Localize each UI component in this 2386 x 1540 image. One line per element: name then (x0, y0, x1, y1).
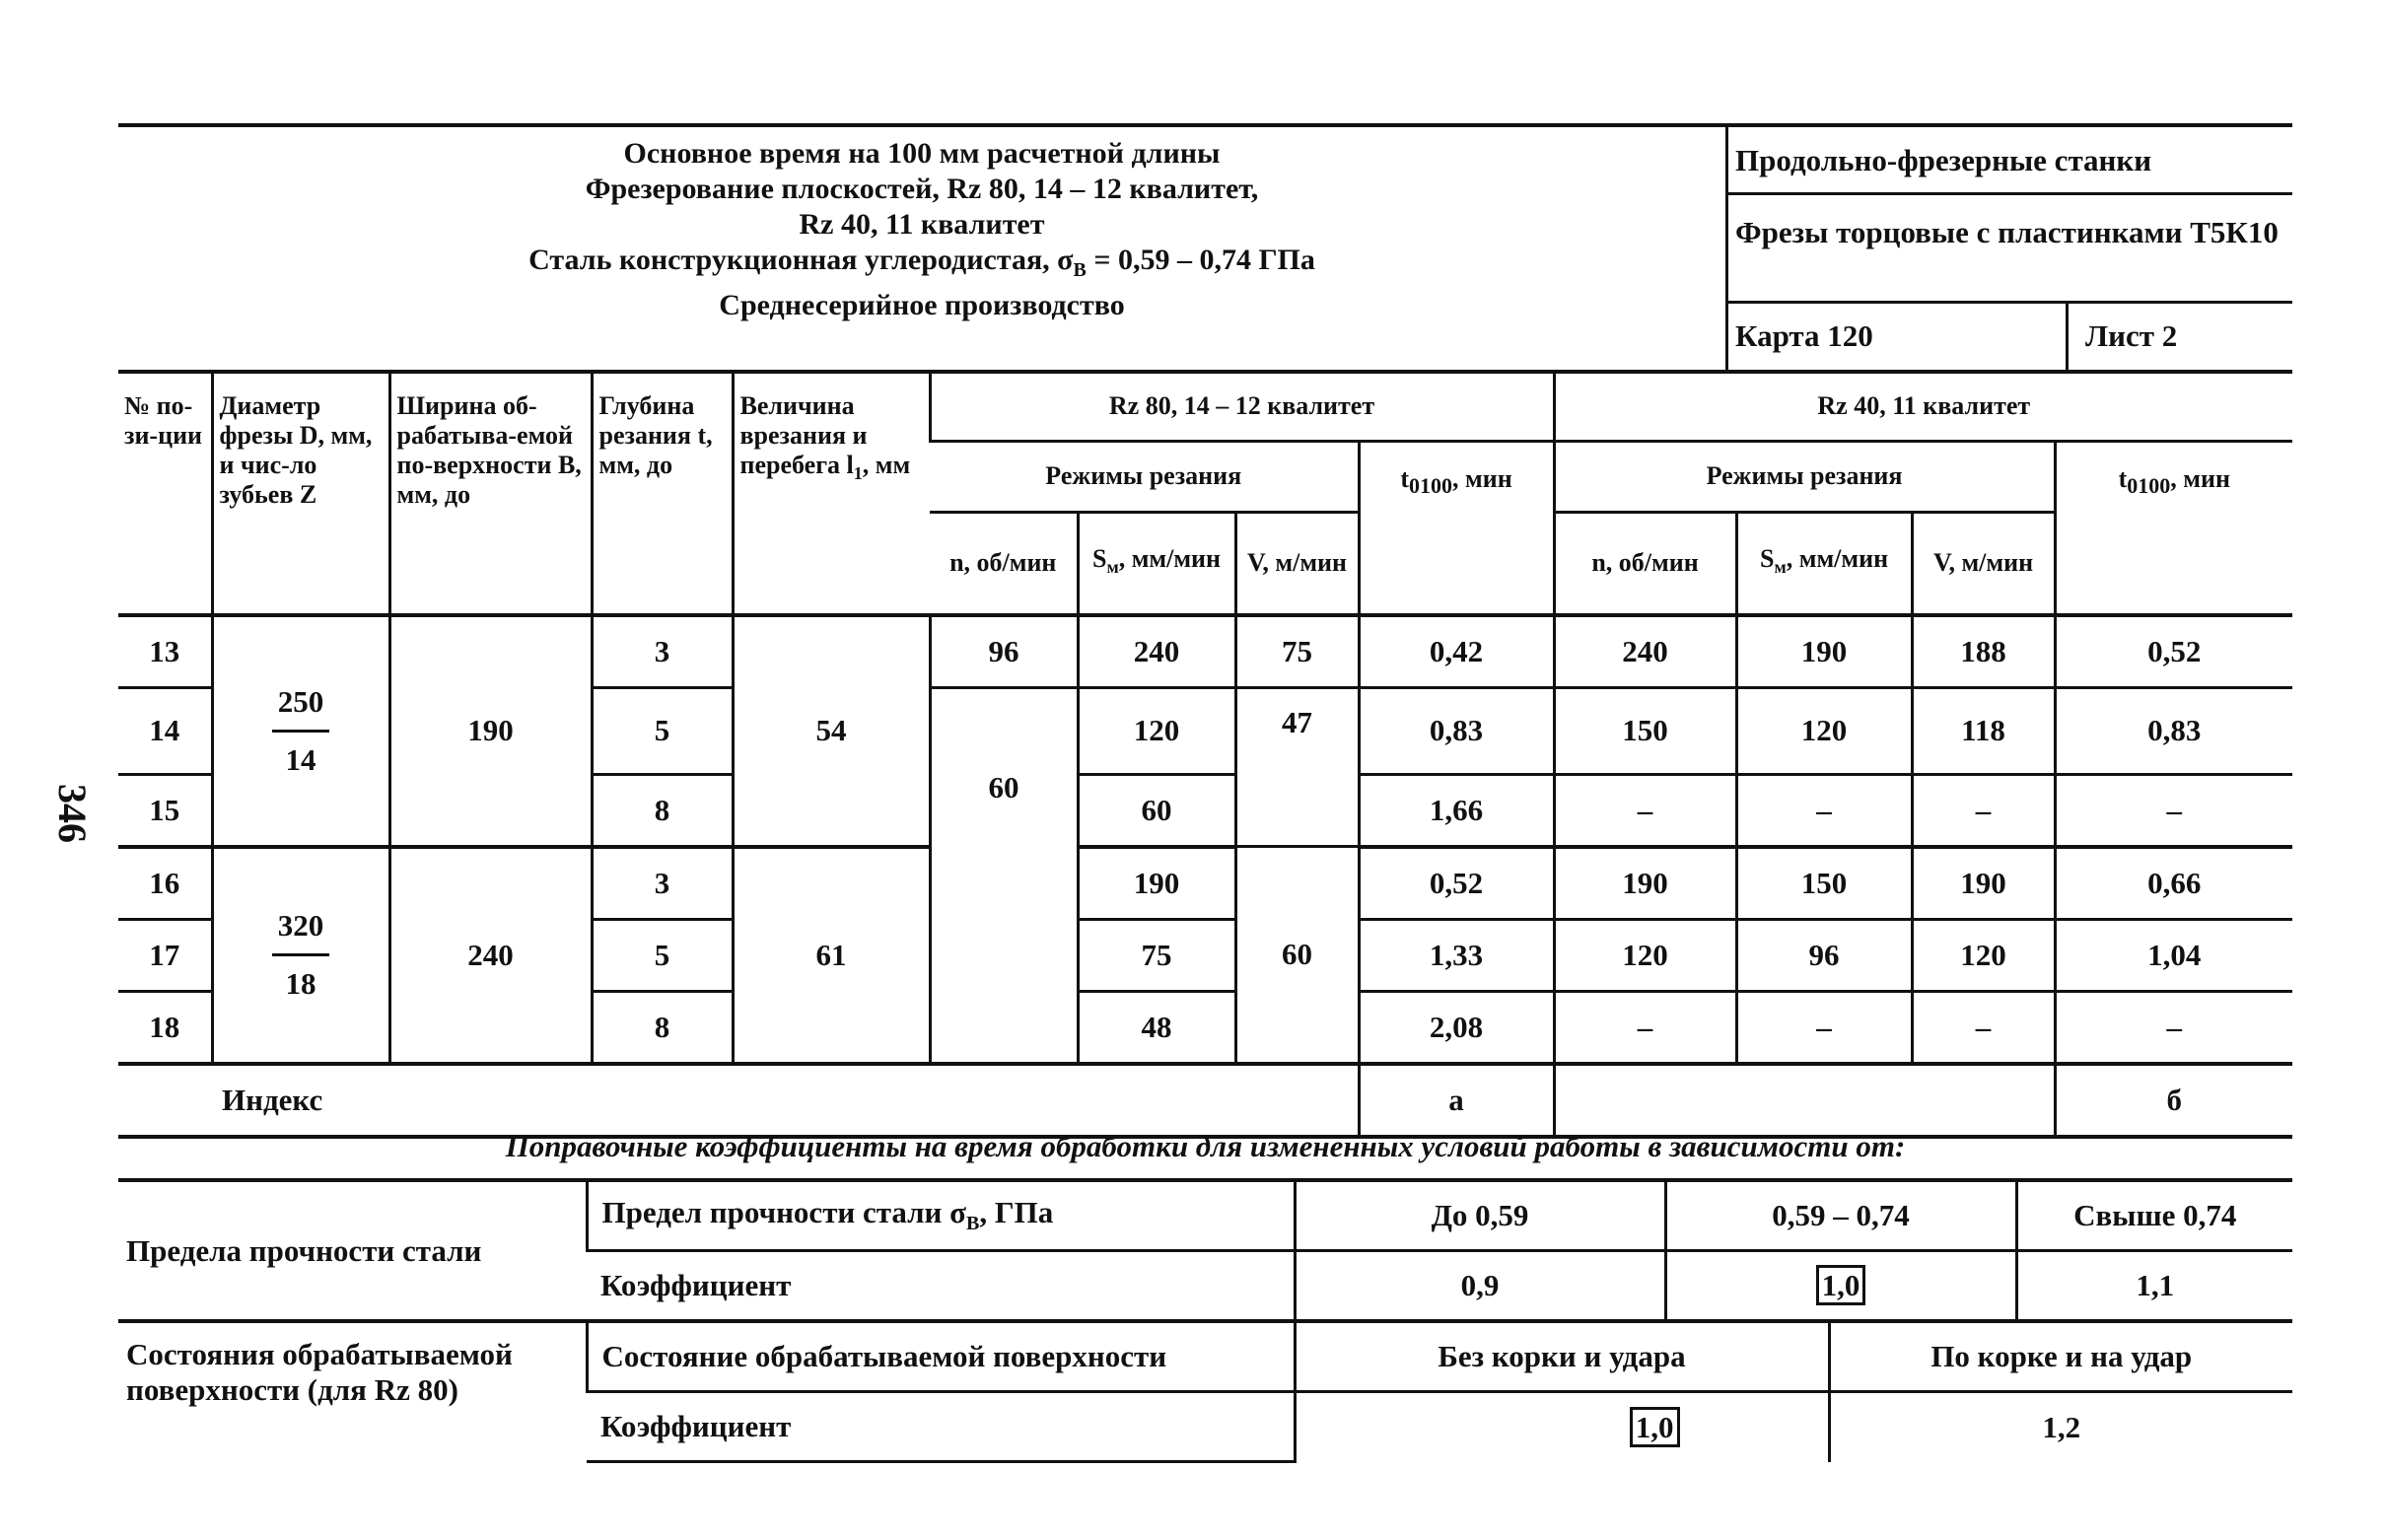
title-line-2: Фрезерование плоскостей, Rz 80, 14 – 12 квалитет, (585, 173, 1259, 205)
cell-t-b: 0,66 (2055, 847, 2292, 920)
surface-coef-label: Коэффициент (587, 1392, 1295, 1462)
header-s-b: $S_м$, мм/мин (1736, 512, 1912, 615)
strength-coef-3: 1,1 (2016, 1251, 2292, 1322)
page-title (118, 136, 1725, 323)
cell-s-a: 240 (1078, 615, 1235, 688)
info-divider-card (2066, 301, 2069, 370)
info-divider-vertical (1725, 123, 1728, 370)
surface-param-row (118, 1321, 2292, 1392)
cell-t-b: 0,52 (2055, 615, 2292, 688)
strength-coef-2: 1,0 (1816, 1265, 1866, 1305)
strength-coef-2-cell (1665, 1251, 2016, 1322)
header-modes-b: Режимы резания (1554, 441, 2055, 512)
header-group-rz80: Rz 80, 14 – 12 квалитет (930, 372, 1554, 441)
cell-pos: 18 (118, 991, 212, 1064)
cell-t-a: 2,08 (1359, 991, 1554, 1064)
index-label: Индекс (118, 1064, 1359, 1137)
title-line-5: Среднесерийное производство (719, 289, 1125, 321)
index-a: а (1359, 1064, 1554, 1137)
cell-n-b: 240 (1554, 615, 1736, 688)
cell-v-b: – (1912, 991, 2055, 1064)
info-rule-2 (1728, 301, 2292, 304)
index-b: б (2055, 1064, 2292, 1137)
header-n-b: n, об/мин (1554, 512, 1736, 615)
cell-s-a: 120 (1078, 688, 1235, 775)
cell-n-b: – (1554, 991, 1736, 1064)
cell-n-b: 120 (1554, 919, 1736, 991)
card-number: Карта 120 (1735, 318, 1873, 353)
cell-s-b: 96 (1736, 919, 1912, 991)
cell-depth: 3 (592, 847, 733, 920)
cell-depth: 3 (592, 615, 733, 688)
table-row (118, 847, 2292, 920)
cell-v-b: 118 (1912, 688, 2055, 775)
surface-coef-1: 1,0 (1630, 1407, 1680, 1447)
cell-overrun: 54 (733, 615, 930, 847)
page-number: 346 (50, 784, 95, 843)
index-row (118, 1064, 2292, 1137)
cell-pos: 16 (118, 847, 212, 920)
cell-v-b: 188 (1912, 615, 2055, 688)
header-t100-a: $t_{0100}$, мин (1359, 441, 1554, 615)
cell-depth: 8 (592, 774, 733, 847)
header-position: № по-зи-ции (118, 372, 212, 615)
cell-v-b: 120 (1912, 919, 2055, 991)
corrections-table (118, 1178, 2292, 1463)
cell-t-a: 1,66 (1359, 774, 1554, 847)
tool-type: Фрезы торцовые с пластинками Т5К10 (1735, 215, 2279, 249)
cell-depth: 8 (592, 991, 733, 1064)
cell-s-a: 75 (1078, 919, 1235, 991)
strength-label: Предела прочности стали (118, 1180, 587, 1321)
cell-depth: 5 (592, 688, 733, 775)
cell-t-a: 1,33 (1359, 919, 1554, 991)
header-s-a: $S_м$, мм/мин (1078, 512, 1235, 615)
header-overrun: Величина врезания и перебега $l_1$, мм (733, 372, 930, 615)
info-rule-1 (1728, 192, 2292, 195)
cell-s-a: 60 (1078, 774, 1235, 847)
cell-t-b: 1,04 (2055, 919, 2292, 991)
cell-t-b: – (2055, 991, 2292, 1064)
cell-t-a: 0,42 (1359, 615, 1554, 688)
cell-v-b: – (1912, 774, 2055, 847)
surface-coef-1-cell (1295, 1392, 1829, 1462)
surface-state-2: По корке и на удар (1829, 1321, 2292, 1392)
header-width: Ширина об-рабатыва-емой по-верхности B, мм, до (389, 372, 592, 615)
cell-t-a: 0,83 (1359, 688, 1554, 775)
cell-s-a: 48 (1078, 991, 1235, 1064)
surface-param: Состояние обрабатываемой поверхности (587, 1321, 1295, 1392)
table-row (118, 615, 2292, 688)
cell-n-b: 190 (1554, 847, 1736, 920)
cell-s-b: 190 (1736, 615, 1912, 688)
cell-depth: 5 (592, 919, 733, 991)
strength-range-1: До 0,59 (1295, 1180, 1665, 1251)
cell-s-a: 190 (1078, 847, 1235, 920)
strength-coef-1: 0,9 (1295, 1251, 1665, 1322)
cell-s-b: 120 (1736, 688, 1912, 775)
cell-s-b: 150 (1736, 847, 1912, 920)
header-v-a: V, м/мин (1235, 512, 1359, 615)
machine-type: Продольно-фрезерные станки (1735, 143, 2152, 177)
corrections-title: Поправочные коэффициенты на время обработки для измененных условий работы в зависимости от: (505, 1129, 1906, 1163)
cell-pos: 13 (118, 615, 212, 688)
title-line-1: Основное время на 100 мм расчетной длины (623, 137, 1221, 170)
header-v-b: V, м/мин (1912, 512, 2055, 615)
surface-label: Состояния обрабатываемой поверхности (для Rz 80) (118, 1321, 587, 1462)
cell-v-a: 47 (1235, 688, 1359, 775)
cell-t-b: – (2055, 774, 2292, 847)
cell-n-a-merged: 60 (930, 688, 1078, 1064)
surface-state-1: Без корки и удара (1295, 1321, 1829, 1392)
cell-diameter-teeth: $\frac{250}{14}$ (212, 615, 389, 847)
header-n-a: n, об/мин (930, 512, 1078, 615)
index-empty (1554, 1064, 2055, 1137)
cell-width: 190 (389, 615, 592, 847)
header-t100-b: $t_{0100}$, мин (2055, 441, 2292, 615)
surface-coef-2: 1,2 (1829, 1392, 2292, 1462)
header-diameter: Диаметр фрезы D, мм, и чис-ло зубьев Z (212, 372, 389, 615)
cell-width: 240 (389, 847, 592, 1064)
cell-t-b: 0,83 (2055, 688, 2292, 775)
cutting-time-table (118, 370, 2292, 1139)
strength-range-2: 0,59 – 0,74 (1665, 1180, 2016, 1251)
cell-pos: 15 (118, 774, 212, 847)
title-line-4: Сталь конструкционная углеродистая, $\sigma_В = 0,59 - 0,74$ ГПа (528, 244, 1315, 281)
cell-n-b: – (1554, 774, 1736, 847)
strength-param: Предел прочности стали $\sigma_В$, ГПа (587, 1180, 1295, 1251)
cell-n-a: 96 (930, 615, 1078, 688)
cell-v-a (1235, 774, 1359, 847)
header-depth: Глубина резания t, мм, до (592, 372, 733, 615)
cell-t-a: 0,52 (1359, 847, 1554, 920)
sheet-number: Лист 2 (2085, 318, 2178, 353)
cell-s-b: – (1736, 991, 1912, 1064)
cell-diameter-teeth: $\frac{320}{18}$ (212, 847, 389, 1064)
strength-coef-label: Коэффициент (587, 1251, 1295, 1322)
cell-overrun: 61 (733, 847, 930, 1064)
strength-range-3: Свыше 0,74 (2016, 1180, 2292, 1251)
cell-v-a: 75 (1235, 615, 1359, 688)
cell-v-a-merged: 60 (1235, 847, 1359, 1064)
cell-pos: 14 (118, 688, 212, 775)
title-line-3: Rz 40, 11 квалитет (799, 208, 1045, 241)
strength-param-row (118, 1180, 2292, 1251)
cell-n-b: 150 (1554, 688, 1736, 775)
cell-pos: 17 (118, 919, 212, 991)
header-modes-a: Режимы резания (930, 441, 1359, 512)
top-rule (118, 123, 2292, 127)
cell-s-b: – (1736, 774, 1912, 847)
header-group-rz40: Rz 40, 11 квалитет (1554, 372, 2292, 441)
cell-v-b: 190 (1912, 847, 2055, 920)
